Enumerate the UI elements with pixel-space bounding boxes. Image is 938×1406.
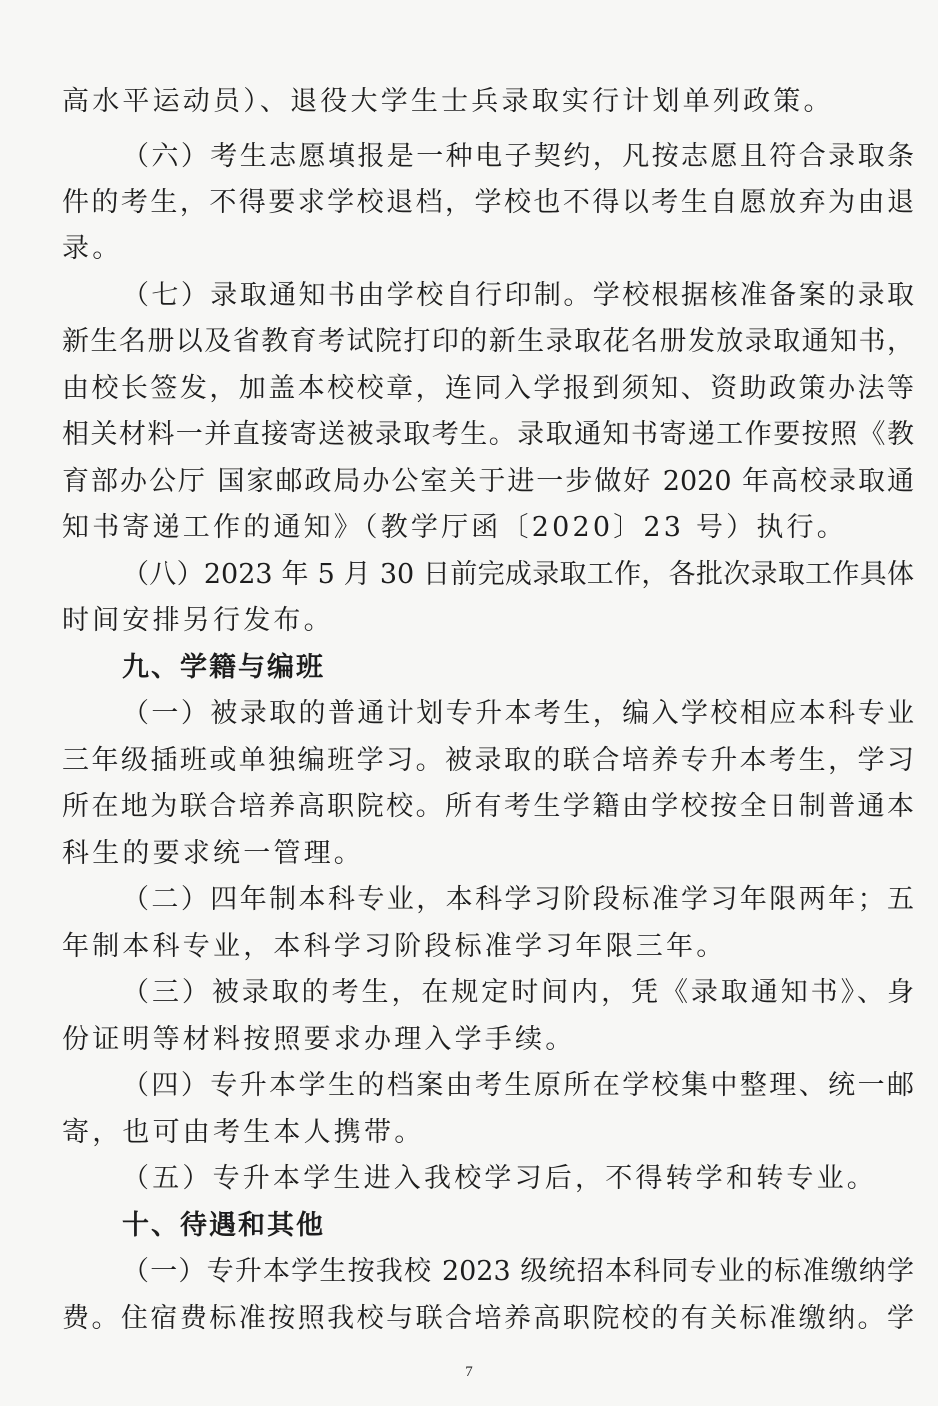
- text-line: 寄，也可由考生本人携带。: [62, 1117, 425, 1148]
- text-line: 育部办公厅 国家邮政局办公室关于进一步做好 2020 年高校录取通: [62, 466, 914, 497]
- text-line: （一）被录取的普通计划专升本考生，编入学校相应本科专业: [122, 698, 914, 729]
- text-line: 新生名册以及省教育考试院打印的新生录取花名册发放录取通知书，: [62, 326, 914, 357]
- text-line: （四）专升本学生的档案由考生原所在学校集中整理、统一邮: [122, 1070, 914, 1101]
- text-line: 由校长签发，加盖本校校章，连同入学报到须知、资助政策办法等: [62, 373, 914, 404]
- text-line: 份证明等材料按照要求办理入学手续。: [62, 1024, 576, 1055]
- text-line: 件的考生，不得要求学校退档，学校也不得以考生自愿放弃为由退: [62, 187, 914, 218]
- text-line: 所在地为联合培养高职院校。所有考生学籍由学校按全日制普通本: [62, 791, 914, 822]
- text-line: 知书寄递工作的通知》（教学厅函〔2020〕23 号）执行。: [62, 512, 847, 543]
- page-number: 7: [465, 1364, 473, 1380]
- text-line: 相关材料一并直接寄送被录取考生。录取通知书寄递工作要按照《教: [62, 419, 914, 450]
- text-line: （三）被录取的考生，在规定时间内，凭《录取通知书》、身: [122, 977, 914, 1008]
- text-line: （二）四年制本科专业，本科学习阶段标准学习年限两年；五: [122, 884, 914, 915]
- section-heading: 九、学籍与编班: [122, 652, 325, 683]
- text-line: （六）考生志愿填报是一种电子契约，凡按志愿且符合录取条: [122, 141, 914, 172]
- text-line: 费。住宿费标准按照我校与联合培养高职院校的有关标准缴纳。学: [62, 1303, 914, 1334]
- text-line: 科生的要求统一管理。: [62, 838, 364, 869]
- section-heading: 十、待遇和其他: [122, 1210, 325, 1241]
- text-line: （八）2023 年 5 月 30 日前完成录取工作，各批次录取工作具体: [122, 559, 914, 590]
- text-line: 年制本科专业，本科学习阶段标准学习年限三年。: [62, 931, 727, 962]
- text-line: 时间安排另行发布。: [62, 605, 334, 636]
- text-line: （五）专升本学生进入我校学习后，不得转学和转专业。: [122, 1163, 877, 1194]
- text-line: （七）录取通知书由学校自行印制。学校根据核准备案的录取: [122, 280, 914, 311]
- text-line: 录。: [62, 233, 123, 264]
- text-line: 高水平运动员）、退役大学生士兵录取实行计划单列政策。: [62, 86, 834, 117]
- text-line: （一）专升本学生按我校 2023 级统招本科同专业的标准缴纳学: [122, 1256, 914, 1287]
- text-line: 三年级插班或单独编班学习。被录取的联合培养专升本考生，学习: [62, 745, 914, 776]
